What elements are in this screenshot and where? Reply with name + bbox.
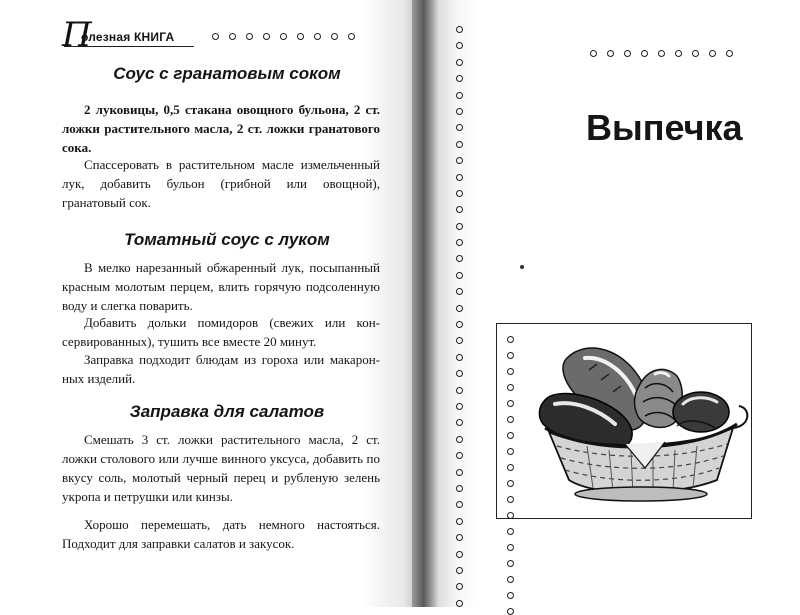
binding-hole — [456, 485, 463, 492]
binding-hole — [456, 305, 463, 312]
binding-hole — [456, 436, 463, 443]
binding-hole — [456, 419, 463, 426]
binding-hole — [456, 370, 463, 377]
binding-hole — [456, 174, 463, 181]
binding-hole — [456, 354, 463, 361]
binding-hole — [624, 50, 631, 57]
binding-hole — [641, 50, 648, 57]
recipe-title-salad-dressing: Заправка для салатов — [129, 402, 325, 421]
binding-hole — [348, 33, 355, 40]
book-gutter — [412, 0, 438, 607]
binding-hole — [456, 452, 463, 459]
recipe-ingredients: 2 луковицы, 0,5 стакана овощного бульона, 2 ст. ложки растительного масла, 2 ст. ложки гранатового сока. — [62, 102, 380, 155]
binding-hole — [456, 190, 463, 197]
binding-hole — [456, 141, 463, 148]
binding-hole — [658, 50, 665, 57]
binding-hole — [456, 403, 463, 410]
binding-hole — [456, 26, 463, 33]
recipe-note: Заправка подходит блюдам из гороха или макаронных изделий. — [62, 352, 380, 386]
right-page — [438, 0, 800, 607]
print-speck — [520, 265, 524, 269]
binding-hole — [507, 416, 514, 423]
binding-hole — [507, 592, 514, 599]
binding-hole — [456, 255, 463, 262]
section-title: Выпечка — [586, 107, 743, 148]
binding-hole — [456, 272, 463, 279]
recipe-instructions: Добавить дольки помидоров (свежих или консервированных), тушить все вместе 20 минут. — [62, 315, 380, 349]
binding-hole — [331, 33, 338, 40]
binding-hole — [507, 528, 514, 535]
binding-hole — [507, 352, 514, 359]
binding-hole — [675, 50, 682, 57]
binding-hole — [297, 33, 304, 40]
binding-hole — [456, 337, 463, 344]
binding-hole — [507, 400, 514, 407]
recipe-instructions: Спассеровать в растительном масле измельченный лук, добавить бульон (грибной или овощной), гранатовый сок. — [62, 157, 380, 210]
recipe-note: Хорошо перемешать, дать немного настояться. Подходит для заправки салатов и закусок. — [62, 517, 380, 551]
binding-hole — [456, 124, 463, 131]
page-header — [62, 15, 392, 55]
header-binding-holes — [212, 33, 355, 40]
binding-hole — [726, 50, 733, 57]
binding-hole — [456, 92, 463, 99]
binding-hole — [456, 501, 463, 508]
binding-hole — [607, 50, 614, 57]
recipe-instructions: В мелко нарезанный обжаренный лук, посыпанный красным молотым перцем, влить горячую подсоленную воду и слегка поварить. — [62, 260, 380, 313]
binding-hole — [456, 75, 463, 82]
binding-hole — [507, 576, 514, 583]
binding-hole — [456, 551, 463, 558]
binding-hole — [456, 206, 463, 213]
bread-basket-illustration — [527, 328, 753, 516]
binding-hole — [456, 108, 463, 115]
logo-initial: П — [62, 15, 92, 55]
binding-hole — [507, 608, 514, 615]
binding-hole — [507, 480, 514, 487]
binding-hole — [246, 33, 253, 40]
frame-binding-holes — [507, 336, 514, 615]
recipe-title-pomegranate-sauce: Соус с гранатовым соком — [113, 64, 341, 83]
top-binding-holes — [590, 50, 733, 57]
binding-hole — [212, 33, 219, 40]
binding-hole — [456, 567, 463, 574]
binding-hole — [456, 239, 463, 246]
recipe-title-tomato-sauce: Томатный соус с луком — [124, 230, 330, 249]
binding-hole — [507, 336, 514, 343]
binding-hole — [456, 534, 463, 541]
binding-hole — [507, 368, 514, 375]
series-title: олезная КНИГА — [81, 30, 175, 44]
binding-hole — [456, 42, 463, 49]
binding-hole — [263, 33, 270, 40]
binding-hole — [229, 33, 236, 40]
binding-hole — [692, 50, 699, 57]
recipe-instructions: Смешать 3 ст. ложки растительного масла, 2 ст. ложки столового или лучше винного уксуса, добавить по вкусу соль, молотый черный перец и рубленую зелень укропа и петрушки или кинзы. — [62, 432, 380, 504]
binding-hole — [456, 469, 463, 476]
logo-underline — [64, 46, 194, 47]
binding-hole — [456, 387, 463, 394]
binding-hole — [456, 59, 463, 66]
binding-hole — [456, 321, 463, 328]
spine-binding-holes — [456, 26, 463, 607]
binding-hole — [456, 583, 463, 590]
binding-hole — [456, 518, 463, 525]
binding-hole — [456, 223, 463, 230]
binding-hole — [507, 432, 514, 439]
binding-hole — [507, 448, 514, 455]
binding-hole — [456, 600, 463, 607]
binding-hole — [280, 33, 287, 40]
binding-hole — [590, 50, 597, 57]
binding-hole — [507, 464, 514, 471]
binding-hole — [456, 157, 463, 164]
binding-hole — [507, 496, 514, 503]
binding-hole — [507, 384, 514, 391]
binding-hole — [456, 288, 463, 295]
illustration-frame — [496, 323, 752, 519]
binding-hole — [507, 560, 514, 567]
binding-hole — [507, 544, 514, 551]
binding-hole — [709, 50, 716, 57]
binding-hole — [314, 33, 321, 40]
binding-hole — [507, 512, 514, 519]
